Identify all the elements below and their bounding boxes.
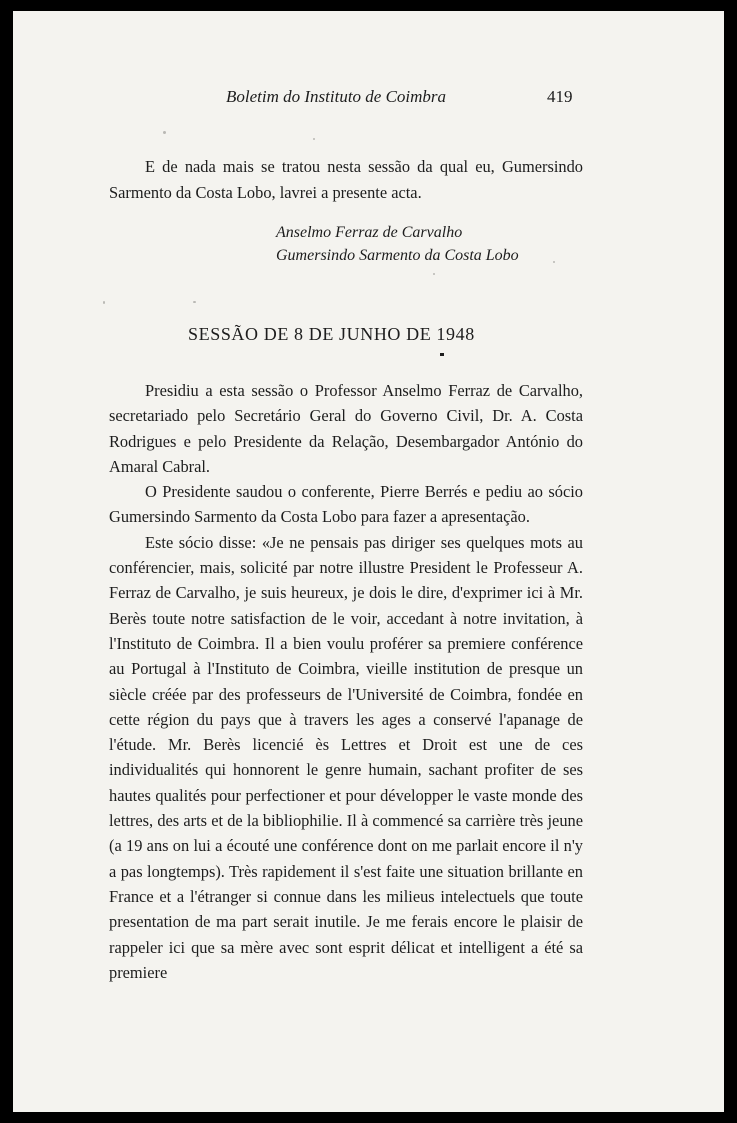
page-number: 419 — [547, 87, 573, 106]
signature-block — [276, 221, 519, 267]
book-page — [13, 11, 724, 1112]
paper-speckle — [553, 261, 555, 263]
section-heading: SESSÃO DE 8 DE JUNHO DE 1948 — [188, 324, 475, 344]
running-title: Boletim do Instituto de Coimbra — [226, 87, 447, 106]
paper-speckle — [193, 301, 196, 303]
paper-speckle — [433, 273, 435, 275]
paper-speckle — [163, 131, 166, 134]
paper-speckle — [103, 301, 105, 304]
signature-president: Anselmo Ferraz de Carvalho — [276, 224, 463, 241]
paragraph-greeting: O Presidente saudou o conferente, Pierre Berrés e pediu ao sócio Gumersindo Sarmento da Costa Lobo para fazer a apresentação. — [109, 482, 583, 527]
paragraph-speech: Este sócio disse: «Je ne pensais pas diriger ses quelques mots au conférencier, mais, solicité par notre illustre President le Professeur A. Ferraz de Carvalho, je suis heureux, je dois le dire, d'exprimer ici à Mr. Berès toute notre satisfaction de le voir, accedant à notre invitation, à l'Instituto de Coimbra. Il a bien voulu proférer sa premiere conférence au Portugal à l'Instituto de Coimbra, vieille institution de presque un siècle créée par des professeurs de l'Université de Coimbra, fondée en cette région du pays que à travers les ages a conservé l'apanage de l'étude. Mr. Berès licencié ès Lettres et Droit est une de ces individualités qui honnorent le genre humain, sachant profiter de ses hautes qualités pour perfectioner et pour développer le vaste monde des lettres, des arts et de la bibliophilie. Il à commencé sa carrière très jeune (a 19 ans on lui a écouté une conférence dont on me parlait encore il n'y a pas longtemps). Très rapidement il s'est faite une situation brillante en France et a l'étranger si connue dans les milieus intelectuels que toute presentation de ma part serait inutile. Je me ferais encore le plaisir de rappeler ici que sa mère avec sont esprit délicat et intelligent a été sa premiere — [109, 532, 583, 982]
running-head — [13, 87, 724, 111]
paragraph-presidency: Presidiu a esta sessão o Professor Anselmo Ferraz de Carvalho, secretariado pelo Secretário Geral do Governo Civil, Dr. A. Costa Rodrigues e pelo Presidente da Relação, Desembargador António do Amaral Cabral. — [109, 381, 583, 476]
heading-ornament — [440, 353, 444, 356]
closing-paragraph: E de nada mais se tratou nesta sessão da qual eu, Gumersindo Sarmento da Costa Lobo, lavrei a presente acta. — [109, 157, 583, 202]
paper-speckle — [313, 138, 315, 140]
session-body — [109, 378, 583, 985]
signature-secretary: Gumersindo Sarmento da Costa Lobo — [276, 247, 519, 264]
